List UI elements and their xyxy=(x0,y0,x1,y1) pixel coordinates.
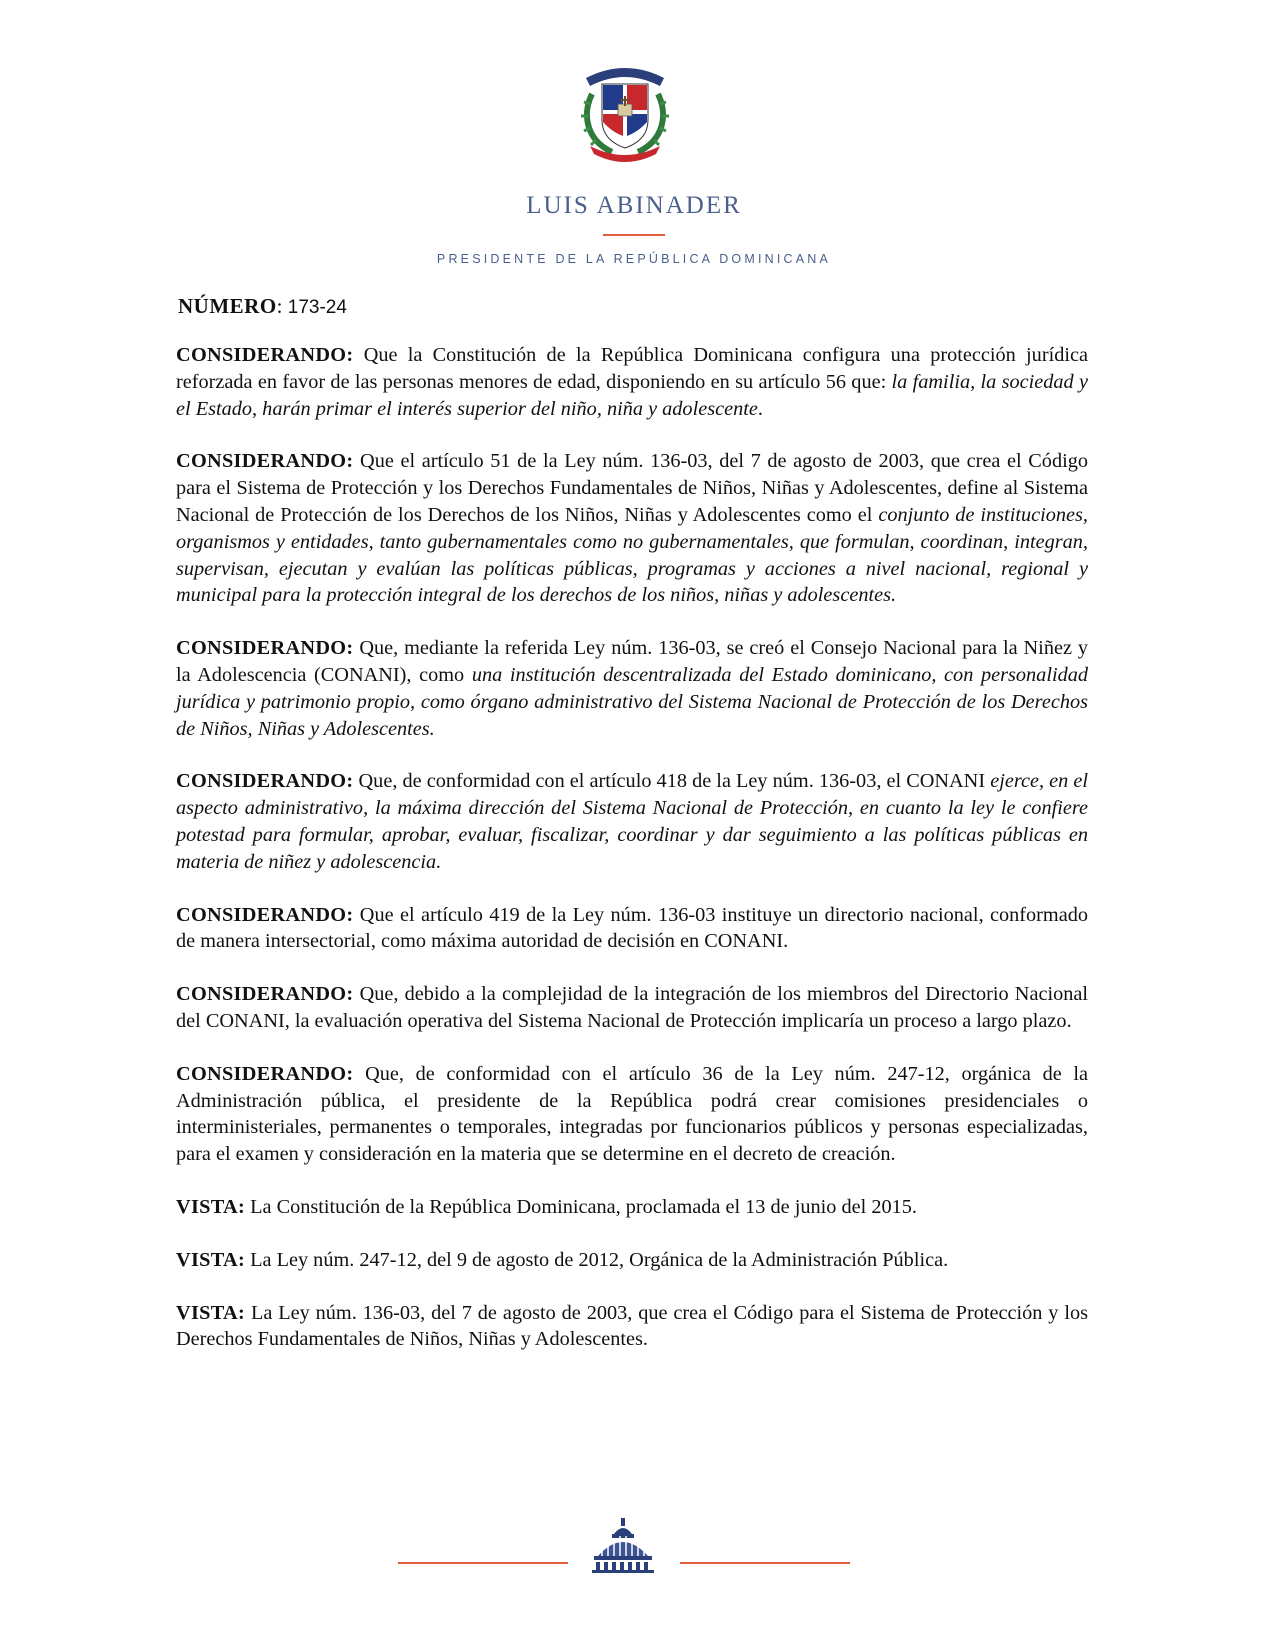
header-divider xyxy=(603,234,665,236)
decree-paragraph xyxy=(176,768,1088,875)
president-name: LUIS ABINADER xyxy=(526,192,742,219)
decree-body xyxy=(176,342,1088,1379)
paragraph-keyword: VISTA: xyxy=(176,1195,246,1218)
paragraph-quote: ejerce, en el aspecto administrativo, la máxima dirección del Sistema Nacional de Protección, en cuanto la ley le confiere potestad para formular, aprobar, evaluar, fiscalizar, coordinar y dar seguimiento a las políticas públicas en materia de niñez y adolescencia. xyxy=(176,770,1088,873)
paragraph-keyword: CONSIDERANDO: xyxy=(176,770,354,793)
paragraph-text: Que, de conformidad con el artículo 418 de la Ley núm. 136-03, el CONANI xyxy=(353,770,991,793)
paragraph-text: Que, de conformidad con el artículo 36 de la Ley núm. 247-12, orgánica de la Administración pública, el presidente de la República podrá crear comisiones presidenciales o interministeriales, permanentes o temporales, integradas por funcionarios públicos y personas especializadas, para el examen y consideración en la materia que se determine en el decreto de creación. xyxy=(176,1062,1088,1166)
paragraph-quote: la familia, la sociedad y el Estado, harán primar el interés superior del niño, niña y adolescente xyxy=(176,370,1088,420)
decree-paragraph xyxy=(176,342,1088,422)
palace-dome-icon xyxy=(588,1518,658,1574)
paragraph-keyword: CONSIDERANDO: xyxy=(176,903,354,926)
footer-divider-right xyxy=(680,1562,850,1564)
paragraph-text: Que la Constitución de la República Dominicana configura una protección jurídica reforzada en favor de las personas menores de edad, disponiendo en su artículo 56 que: xyxy=(176,344,1088,393)
decree-number-value: 173-24 xyxy=(287,297,347,318)
paragraph-text: Que el artículo 419 de la Ley núm. 136-03 instituye un directorio nacional, conformado de manera intersectorial, como máxima autoridad de decisión en CONANI. xyxy=(176,903,1088,953)
paragraph-text: . xyxy=(757,397,763,420)
president-title: PRESIDENTE DE LA REPÚBLICA DOMINICANA xyxy=(436,252,832,266)
paragraph-text: La Ley núm. 136-03, del 7 de agosto de 2003, que crea el Código para el Sistema de Protección y los Derechos Fundamentales de Niños, Niñas y Adolescentes. xyxy=(176,1301,1088,1351)
footer-divider-left xyxy=(398,1562,568,1564)
decree-number xyxy=(178,294,347,319)
decree-paragraph xyxy=(176,1194,1088,1221)
decree-number-label: NÚMERO xyxy=(178,294,277,318)
paragraph-keyword: CONSIDERANDO: xyxy=(176,1062,354,1085)
paragraph-text: Que, debido a la complejidad de la integración de los miembros del Directorio Nacional del CONANI, la evaluación operativa del Sistema Nacional de Protección implicaría un proceso a largo plazo. xyxy=(176,983,1088,1032)
paragraph-keyword: CONSIDERANDO: xyxy=(176,344,354,366)
decree-paragraph xyxy=(176,1300,1088,1354)
paragraph-text: La Ley núm. 247-12, del 9 de agosto de 2012, Orgánica de la Administración Pública. xyxy=(245,1248,949,1271)
decree-number-separator: : xyxy=(276,294,283,318)
decree-paragraph xyxy=(176,1061,1088,1168)
paragraph-text: Que el artículo 51 de la Ley núm. 136-03, del 7 de agosto de 2003, que crea el Código para el Sistema de Protección y los Derechos Fundamentales de Niños, Niñas y Adolescentes, define al Sistema Nacional de Protección de los Derechos de los Niños, Niñas y Adolescentes como el xyxy=(176,450,1088,526)
paragraph-quote: una institución descentralizada del Estado dominicano, con personalidad jurídica y patrimonio propio, como órgano administrativo del Sistema Nacional de Protección de los Derechos de Niños, Niñas y Adolescentes. xyxy=(176,663,1089,740)
paragraph-text: La Constitución de la República Dominicana, proclamada el 13 de junio del 2015. xyxy=(245,1195,917,1218)
decree-paragraph xyxy=(176,635,1088,742)
decree-paragraph xyxy=(176,902,1088,956)
paragraph-quote: conjunto de instituciones, organismos y entidades, tanto gubernamentales como no gubernamentales, que formulan, coordinan, integran, supervisan, ejecutan y evalúan las políticas públicas, programas y acciones a nivel nacional, regional y municipal para la protección integral de los derechos de los niños, niñas y adolescentes. xyxy=(176,503,1089,607)
decree-paragraph xyxy=(176,981,1088,1035)
paragraph-keyword: VISTA: xyxy=(176,1248,246,1271)
decree-paragraph xyxy=(176,448,1088,609)
paragraph-keyword: CONSIDERANDO: xyxy=(176,450,354,473)
decree-paragraph xyxy=(176,1247,1088,1274)
paragraph-text: Que, mediante la referida Ley núm. 136-03, se creó el Consejo Nacional para la Niñez y la Adolescencia (CONANI), como xyxy=(176,637,1088,686)
paragraph-keyword: VISTA: xyxy=(176,1301,246,1324)
paragraph-keyword: CONSIDERANDO: xyxy=(176,637,354,660)
paragraph-keyword: CONSIDERANDO: xyxy=(176,983,354,1006)
coat-of-arms-icon xyxy=(572,54,678,166)
